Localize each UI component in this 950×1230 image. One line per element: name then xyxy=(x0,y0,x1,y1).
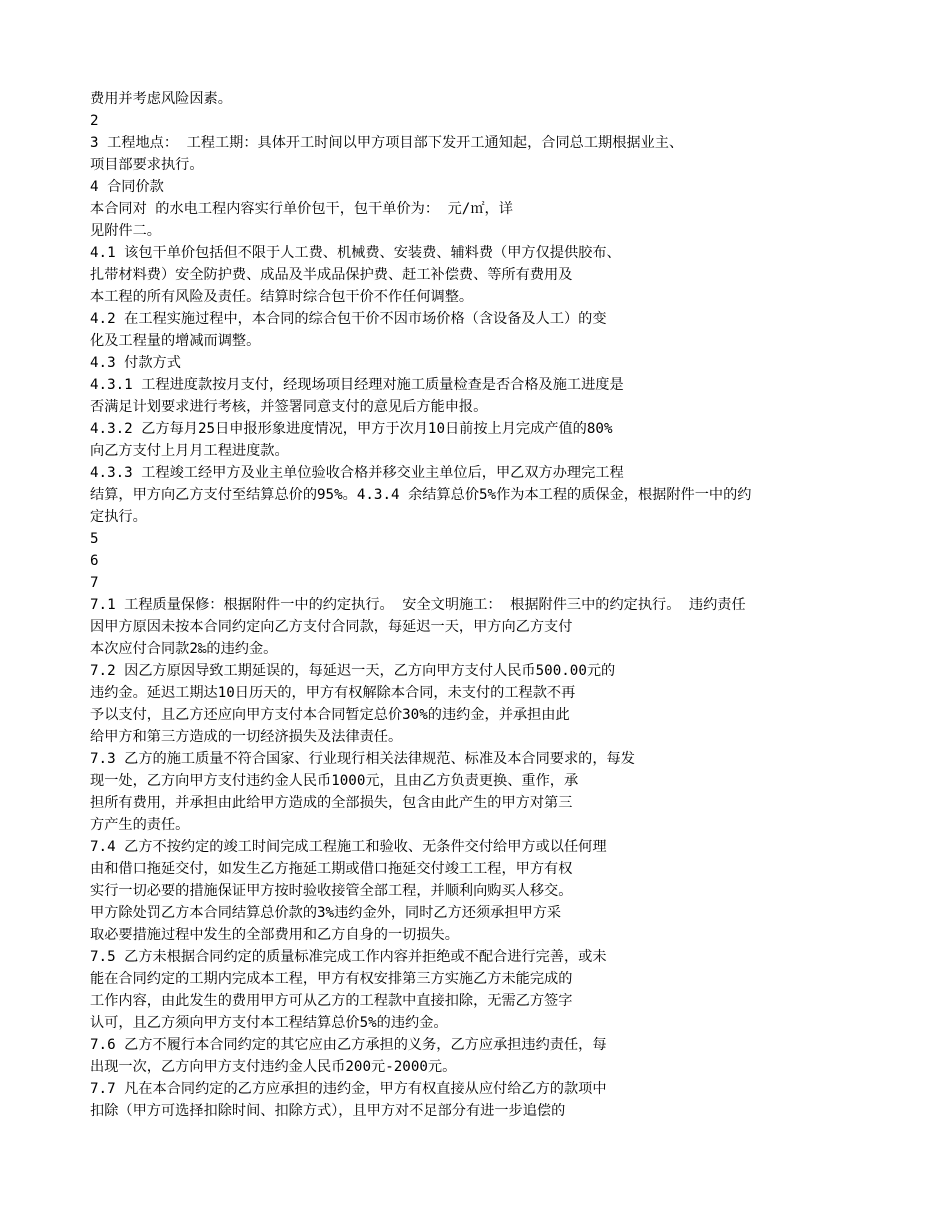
text-line: 由和借口拖延交付，如发生乙方拖延工期或借口拖延交付竣工工程，甲方有权 xyxy=(90,861,573,877)
section-number: 6 xyxy=(90,553,99,569)
section-heading: 4 合同价款 xyxy=(90,179,164,195)
text-line: 4.2 在工程实施过程中，本合同的综合包干价不因市场价格（含设备及人工）的变 xyxy=(90,311,607,327)
text-line: 4.3.2 乙方每月25日申报形象进度情况，甲方于次月10日前按上月完成产值的80% xyxy=(90,421,613,437)
text-line: 扎带材料费）安全防护费、成品及半成品保护费、赶工补偿费、等所有费用及 xyxy=(90,267,573,283)
text-line: 7.7 凡在本合同约定的乙方应承担的违约金，甲方有权直接从应付给乙方的款项中 xyxy=(90,1081,607,1097)
text-line: 扣除（甲方可选择扣除时间、扣除方式），且甲方对不足部分有进一步追偿的 xyxy=(90,1103,566,1119)
text-line: 7.4 乙方不按约定的竣工时间完成工程施工和验收、无条件交付给甲方或以任何理 xyxy=(90,839,607,855)
text-line: 能在合同约定的工期内完成本工程，甲方有权安排第三方实施乙方未能完成的 xyxy=(90,971,573,987)
text-line: 向乙方支付上月月工程进度款。 xyxy=(90,443,289,459)
text-line: 取必要措施过程中发生的全部费用和乙方自身的一切损失。 xyxy=(90,927,459,943)
text-line: 7.2 因乙方原因导致工期延误的，每延迟一天，乙方向甲方支付人民币500.00元的 xyxy=(90,663,616,679)
text-line: 7.5 乙方未根据合同约定的质量标准完成工作内容并拒绝或不配合进行完善，或未 xyxy=(90,949,607,965)
section-number: 2 xyxy=(90,113,99,129)
section-number: 5 xyxy=(90,531,99,547)
text-line: 费用并考虑风险因素。 xyxy=(90,91,232,107)
text-line: 现一处，乙方向甲方支付违约金人民币1000元，且由乙方负责更换、重作，承 xyxy=(90,773,579,789)
text-line: 7.6 乙方不履行本合同约定的其它应由乙方承担的义务，乙方应承担违约责任，每 xyxy=(90,1037,607,1053)
contract-text-body xyxy=(90,88,890,1122)
text-line: 4.1 该包干单价包括但不限于人工费、机械费、安装费、辅料费（甲方仅提供胶布、 xyxy=(90,245,621,261)
text-line: 认可，且乙方须向甲方支付本工程结算总价5%的违约金。 xyxy=(90,1015,448,1031)
text-line: 4.3.1 工程进度款按月支付，经现场项目经理对施工质量检查是否合格及施工进度是 xyxy=(90,377,624,393)
text-line: 违约金。延迟工期达10日历天的，甲方有权解除本合同，未支付的工程款不再 xyxy=(90,685,576,701)
text-line: 出现一次，乙方向甲方支付违约金人民币200元-2000元。 xyxy=(90,1059,457,1075)
text-line: 化及工程量的增减而调整。 xyxy=(90,333,261,349)
text-line: 甲方除处罚乙方本合同结算总价款的3%违约金外，同时乙方还须承担甲方采 xyxy=(90,905,562,921)
text-line: 7.3 乙方的施工质量不符合国家、行业现行相关法律规范、标准及本合同要求的，每发 xyxy=(90,751,635,767)
text-line: 7.1 工程质量保修：根据附件一中的约定执行。 安全文明施工： 根据附件三中的约定执行。 违约责任 xyxy=(90,597,746,613)
text-line: 本工程的所有风险及责任。结算时综合包干价不作任何调整。 xyxy=(90,289,474,305)
text-line: 给甲方和第三方造成的一切经济损失及法律责任。 xyxy=(90,729,403,745)
section-number: 7 xyxy=(90,575,99,591)
text-line: 3 工程地点： 工程工期：具体开工时间以甲方项目部下发开工通知起，合同总工期根据业主、 xyxy=(90,135,684,151)
text-line: 本合同对 的水电工程内容实行单价包干，包干单价为： 元/㎡，详 xyxy=(90,201,513,217)
text-line: 方产生的责任。 xyxy=(90,817,190,833)
text-line: 本次应付合同款2‰的违约金。 xyxy=(90,641,278,657)
section-heading: 4.3 付款方式 xyxy=(90,355,181,371)
text-line: 否满足计划要求进行考核，并签署同意支付的意见后方能申报。 xyxy=(90,399,488,415)
text-line: 定执行。 xyxy=(90,509,147,525)
text-line: 实行一切必要的措施保证甲方按时验收接管全部工程，并顺利向购买人移交。 xyxy=(90,883,573,899)
text-line: 4.3.3 工程竣工经甲方及业主单位验收合格并移交业主单位后，甲乙双方办理完工程 xyxy=(90,465,624,481)
text-line: 见附件二。 xyxy=(90,223,161,239)
text-line: 因甲方原因未按本合同约定向乙方支付合同款，每延迟一天，甲方向乙方支付 xyxy=(90,619,573,635)
text-line: 工作内容，由此发生的费用甲方可从乙方的工程款中直接扣除，无需乙方签字 xyxy=(90,993,573,1009)
text-line: 项目部要求执行。 xyxy=(90,157,204,173)
text-line: 予以支付，且乙方还应向甲方支付本合同暂定总价30%的违约金，并承担由此 xyxy=(90,707,570,723)
text-line: 结算，甲方向乙方支付至结算总价的95%。4.3.4 余结算总价5%作为本工程的质保金，根据附件一中的约 xyxy=(90,487,752,503)
text-line: 担所有费用，并承担由此给甲方造成的全部损失，包含由此产生的甲方对第三 xyxy=(90,795,573,811)
